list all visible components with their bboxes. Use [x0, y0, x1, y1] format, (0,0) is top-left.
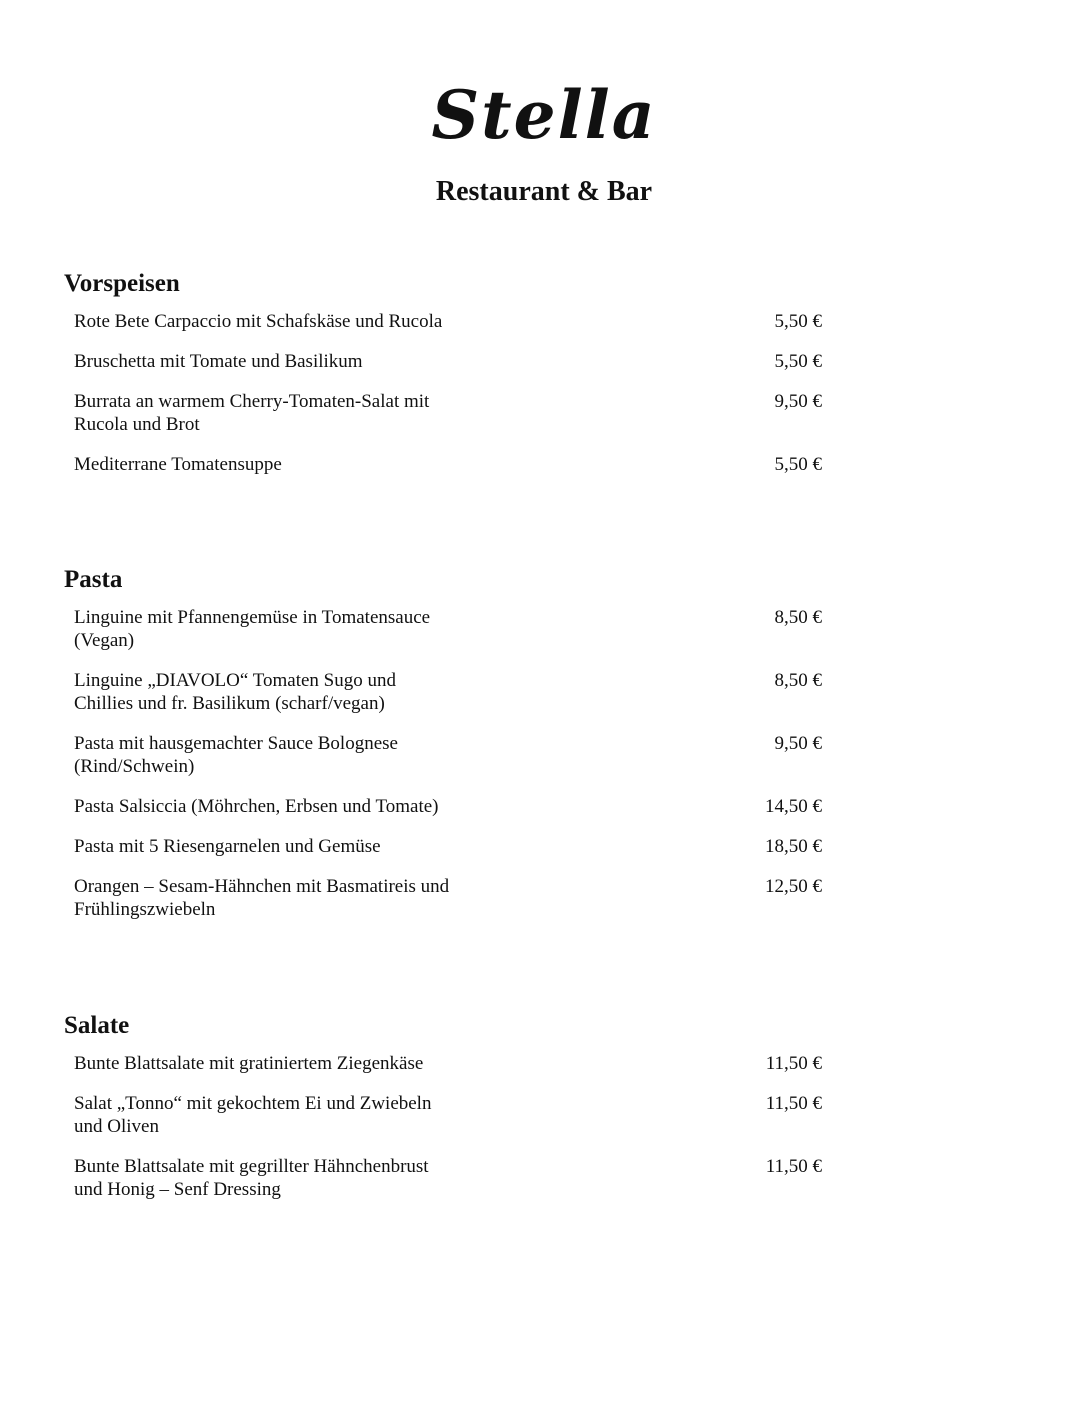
item-price: 11,50 €: [765, 1053, 822, 1074]
menu-item: [74, 875, 844, 921]
logo-stella: Stella: [431, 76, 657, 154]
item-price: 12,50 €: [765, 876, 822, 897]
menu-item: [74, 1092, 844, 1138]
item-price: 8,50 €: [774, 670, 822, 691]
item-price: 14,50 €: [765, 796, 822, 817]
item-price: 5,50 €: [774, 351, 822, 372]
item-price: 11,50 €: [765, 1156, 822, 1177]
page-subtitle: Restaurant & Bar: [435, 176, 653, 207]
item-price: 11,50 €: [765, 1093, 822, 1114]
section-title: Salate: [64, 1012, 130, 1039]
item-name: Bruschetta mit Tomate und Basilikum: [74, 351, 363, 372]
menu-item: [74, 350, 844, 373]
item-name: Pasta Salsiccia (Möhrchen, Erbsen und Tomate): [74, 796, 439, 817]
item-name: Mediterrane Tomatensuppe: [74, 454, 282, 475]
section-title: Vorspeisen: [64, 270, 180, 297]
item-price: 9,50 €: [774, 391, 822, 412]
item-name: Linguine „DIAVOLO“ Tomaten Sugo und Chillies und fr. Basilikum (scharf/vegan): [74, 670, 396, 714]
item-name: Orangen – Sesam-Hähnchen mit Basmatireis und Frühlingszwiebeln: [74, 876, 450, 920]
menu-item: [74, 310, 844, 333]
item-name: Bunte Blattsalate mit gegrillter Hähnchenbrust und Honig – Senf Dressing: [74, 1156, 429, 1200]
item-name: Pasta mit hausgemachter Sauce Bolognese (Rind/Schwein): [74, 733, 398, 777]
item-name: Burrata an warmem Cherry-Tomaten-Salat mit Rucola und Brot: [74, 391, 430, 435]
item-name: Linguine mit Pfannengemüse in Tomatensauce (Vegan): [74, 607, 431, 651]
menu-item: [74, 390, 844, 436]
menu-item: [74, 732, 844, 778]
item-price: 18,50 €: [765, 836, 822, 857]
menu-item: [74, 1155, 844, 1201]
item-price: 5,50 €: [774, 454, 822, 475]
section-pasta: [64, 564, 844, 938]
menu-item: [74, 669, 844, 715]
section-title: Pasta: [64, 566, 123, 593]
menu-item: [74, 453, 844, 476]
item-name: Salat „Tonno“ mit gekochtem Ei und Zwiebeln und Oliven: [74, 1093, 432, 1137]
item-name: Bunte Blattsalate mit gratiniertem Ziegenkäse: [74, 1053, 424, 1074]
item-price: 9,50 €: [774, 733, 822, 754]
item-name: Pasta mit 5 Riesengarnelen und Gemüse: [74, 836, 381, 857]
item-name: Rote Bete Carpaccio mit Schafskäse und Rucola: [74, 311, 443, 332]
menu-item: [74, 1052, 844, 1075]
menu-item: [74, 606, 844, 652]
menu-item: [74, 835, 844, 858]
section-salate: [64, 1010, 844, 1218]
section-vorspeisen: [64, 268, 844, 493]
item-price: 5,50 €: [774, 311, 822, 332]
menu-item: [74, 795, 844, 818]
item-price: 8,50 €: [774, 607, 822, 628]
